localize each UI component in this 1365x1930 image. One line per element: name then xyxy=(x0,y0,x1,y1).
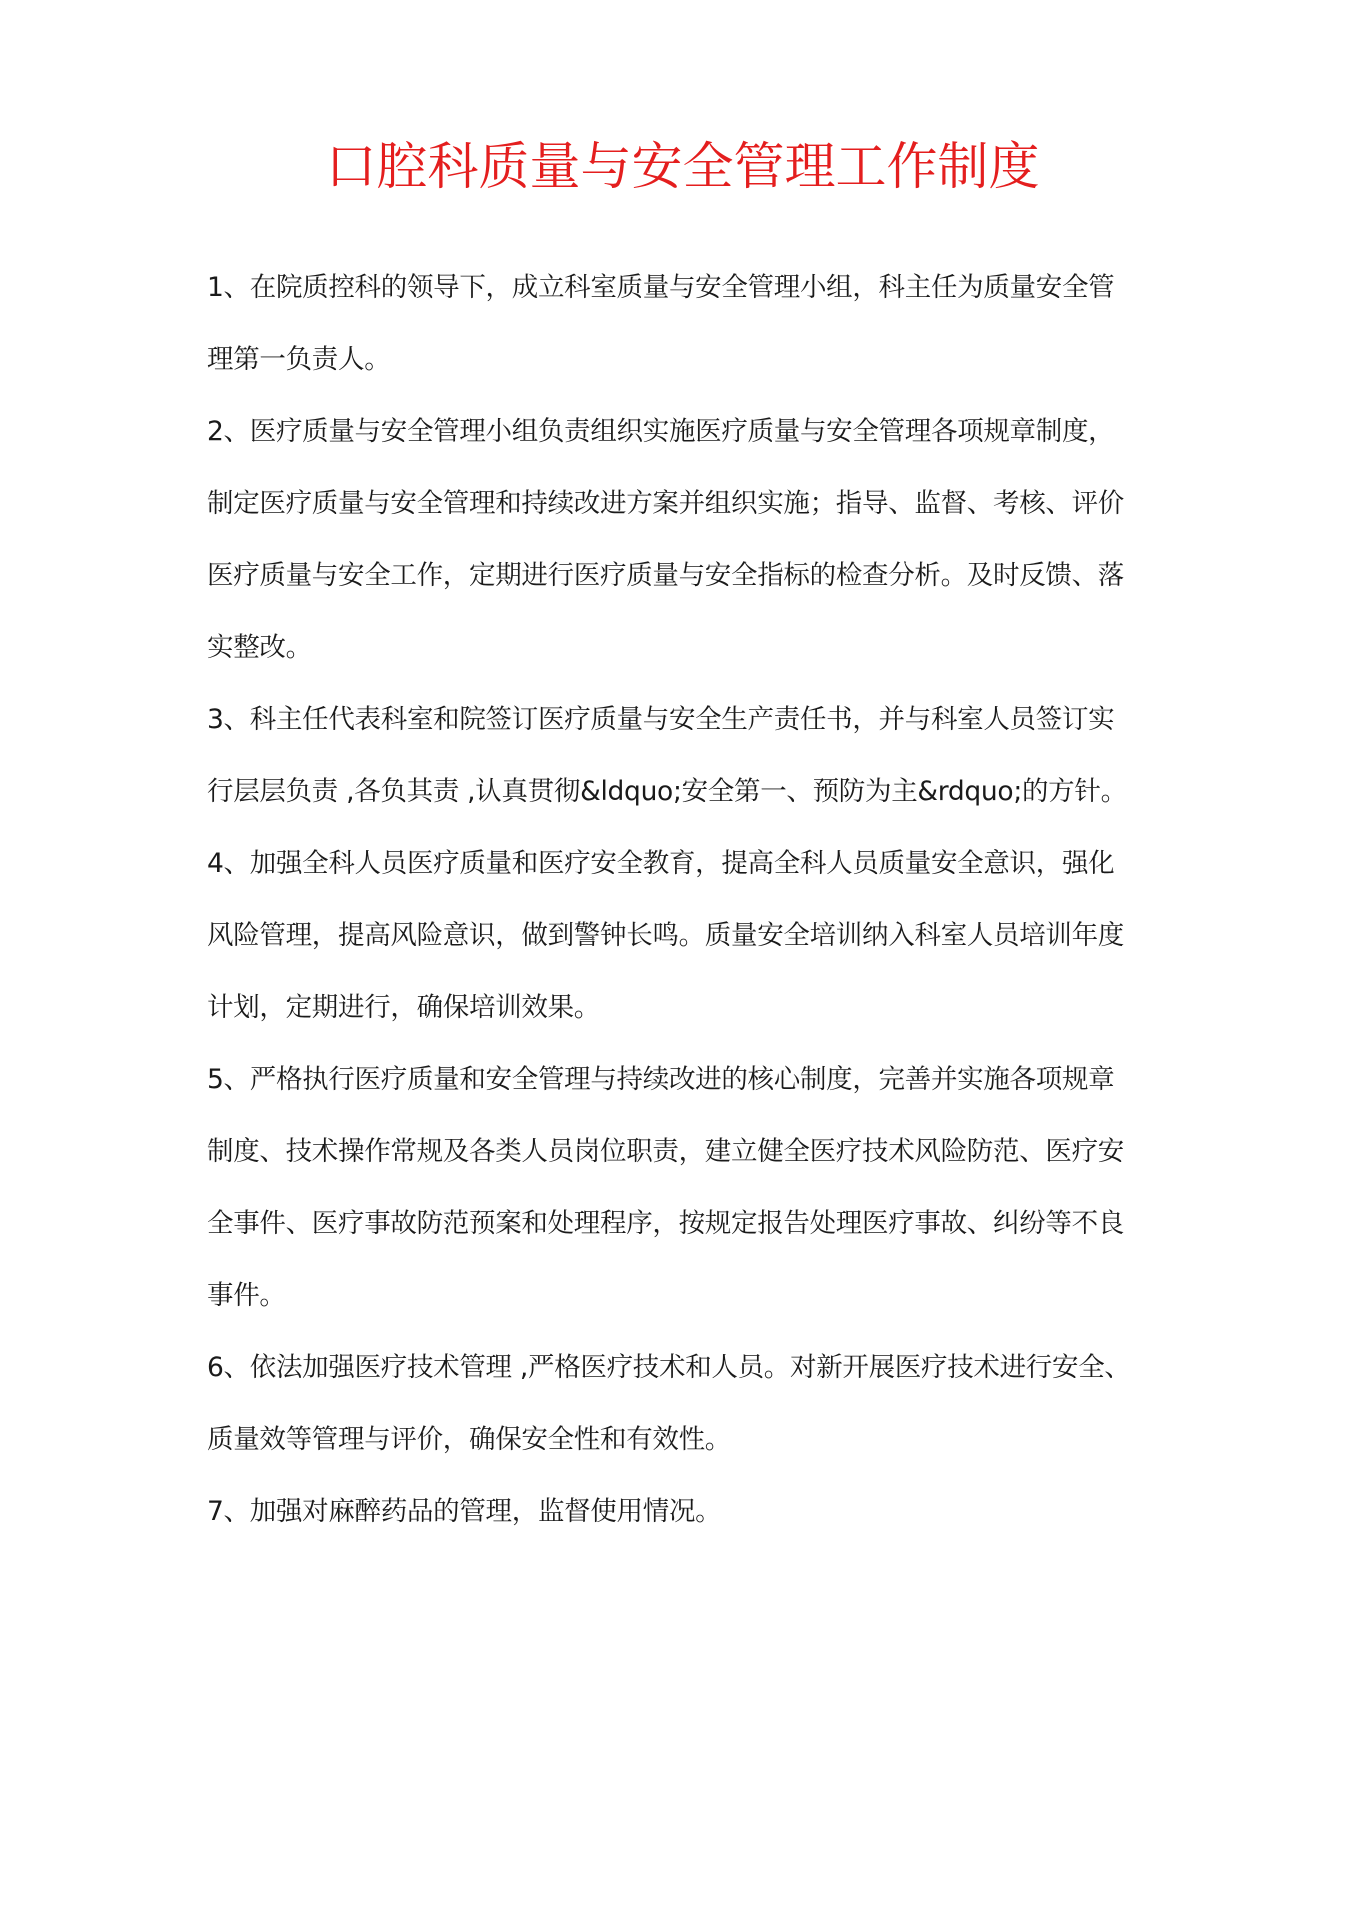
paragraph-line: 制定医疗质量与安全管理和持续改进方案并组织实施；指导、监督、考核、评价 xyxy=(207,488,1124,519)
paragraph-3 xyxy=(207,684,1167,828)
paragraph-line: 2、医疗质量与安全管理小组负责组织实施医疗质量与安全管理各项规章制度， xyxy=(207,416,1115,447)
paragraph-1 xyxy=(207,252,1167,396)
paragraph-line: 理第一负责人。 xyxy=(207,344,391,375)
paragraph-line: 行层层负责 ,各负其责 ,认真贯彻&ldquo;安全第一、预防为主&rdquo;的方针。 xyxy=(207,776,1127,807)
paragraph-2 xyxy=(207,396,1167,684)
paragraph-line: 3、科主任代表科室和院签订医疗质量与安全生产责任书，并与科室人员签订实 xyxy=(207,704,1115,735)
paragraph-line: 6、依法加强医疗技术管理 ,严格医疗技术和人员。对新开展医疗技术进行安全、 xyxy=(207,1352,1131,1383)
paragraph-line: 7、加强对麻醉药品的管理，监督使用情况。 xyxy=(207,1496,722,1527)
paragraph-line: 计划，定期进行，确保培训效果。 xyxy=(207,992,600,1023)
paragraph-line: 风险管理，提高风险意识，做到警钟长鸣。质量安全培训纳入科室人员培训年度 xyxy=(207,920,1124,951)
paragraph-line: 制度、技术操作常规及各类人员岗位职责，建立健全医疗技术风险防范、医疗安 xyxy=(207,1136,1124,1167)
paragraph-7 xyxy=(207,1476,1167,1548)
paragraph-line: 全事件、医疗事故防范预案和处理程序，按规定报告处理医疗事故、纠纷等不良 xyxy=(207,1208,1124,1239)
paragraph-line: 事件。 xyxy=(207,1280,286,1311)
paragraph-line: 实整改。 xyxy=(207,632,312,663)
paragraph-5 xyxy=(207,1044,1167,1332)
document-title: 口腔科质量与安全管理工作制度 xyxy=(325,138,1040,197)
paragraph-line: 1、在院质控科的领导下，成立科室质量与安全管理小组，科主任为质量安全管 xyxy=(207,272,1115,303)
document-body xyxy=(207,252,1167,1548)
paragraph-line: 4、加强全科人员医疗质量和医疗安全教育，提高全科人员质量安全意识，强化 xyxy=(207,848,1115,879)
paragraph-6 xyxy=(207,1332,1167,1476)
paragraph-line: 5、严格执行医疗质量和安全管理与持续改进的核心制度，完善并实施各项规章 xyxy=(207,1064,1115,1095)
paragraph-4 xyxy=(207,828,1167,1044)
paragraph-line: 质量效等管理与评价，确保安全性和有效性。 xyxy=(207,1424,731,1455)
paragraph-line: 医疗质量与安全工作，定期进行医疗质量与安全指标的检查分析。及时反馈、落 xyxy=(207,560,1124,591)
